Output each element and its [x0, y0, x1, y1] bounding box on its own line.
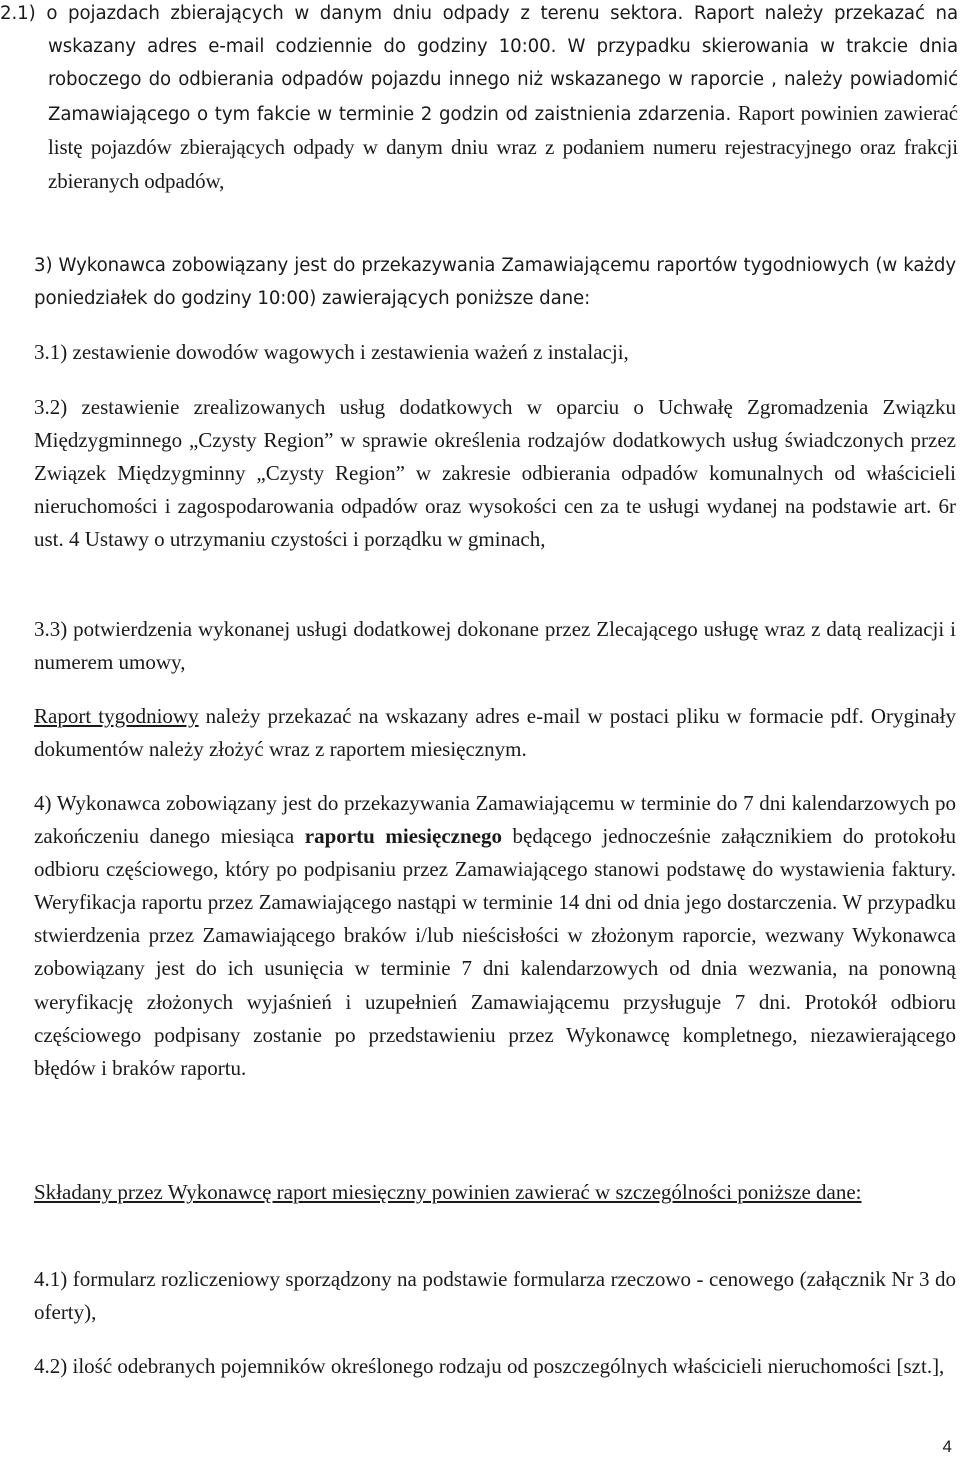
paragraph-3-3-text: 3.3) potwierdzenia wykonanej usługi dodatkowej dokonane przez Zlecającego usługę wraz z datą realizacji i numerem umowy,: [34, 617, 956, 675]
paragraph-4-1-text: 4.1) formularz rozliczeniowy sporządzony na podstawie formularza rzeczowo - cenowego (załącznik Nr 3 do oferty),: [34, 1267, 956, 1325]
paragraph-3-1-text: 3.1) zestawienie dowodów wagowych i zestawienia ważeń z instalacji,: [34, 340, 629, 364]
paragraph-4-text-after: będącego jednocześnie załącznikiem do protokołu odbioru częściowego, który po podpisaniu przez Zamawiającego stanowi podstawę do wystawienia faktury. Weryfikacja raportu przez Zamawiającego nastąpi w terminie 14 dni od dnia jego dostarczenia. W przypadku stwierdzenia przez Zamawiającego braków i/lub nieścisłości w złożonym raporcie, wezwany Wykonawca zobowiązany jest do ich usunięcia w terminie 7 dni kalendarzowych od dnia wezwania, na ponowną weryfikację złożonych wyjaśnień i uzupełnień Zamawiającemu przysługuje 7 dni. Protokół odbioru częściowego podpisany zostanie po przedstawieniu przez Wykonawcę kompletnego, niezawierającego błędów i braków raportu.: [34, 824, 956, 1080]
paragraph-2-1-second-part: Raport powinien zawierać listę pojazdów zbierających odpady w danym dniu wraz z podaniem numeru rejestracyjnego oraz frakcji zbieranych odpadów,: [48, 100, 958, 194]
paragraph-4-2-text: 4.2) ilość odebranych pojemników określonego rodzaju od poszczególnych właścicieli nieruchomości [szt.],: [34, 1354, 945, 1378]
paragraph-4-2: [34, 1350, 956, 1383]
paragraph-3-2: [34, 391, 956, 556]
paragraph-3-text: 3) Wykonawca zobowiązany jest do przekazywania Zamawiającemu raportów tygodniowych (w każdy poniedziałek do godziny 10:00) zawierających poniższe dane:: [34, 255, 956, 310]
weekly-report-text: należy przekazać na wskazany adres e-mail w postaci pliku w formacie pdf. Oryginały dokumentów należy złożyć wraz z raportem miesięcznym.: [34, 704, 956, 762]
paragraph-3: [34, 249, 956, 315]
weekly-report-label: Raport tygodniowy: [34, 704, 199, 728]
paragraph-4-1: [34, 1263, 956, 1329]
monthly-report-bold: raportu miesięcznego: [304, 824, 502, 849]
paragraph-3-1: [34, 336, 956, 369]
paragraph-3-2-text: 3.2) zestawienie zrealizowanych usług dodatkowych w oparciu o Uchwałę Zgromadzenia Związku Międzygminnego „Czysty Region” w sprawie określenia rodzajów dodatkowych usług świadczonych przez Związek Międzygminny „Czysty Region” w zakresie odbierania odpadów komunalnych od właścicieli nieruchomości i zagospodarowania odpadów oraz wysokości cen za te usługi wydanej na podstawie art. 6r ust. 4 Ustawy o utrzymaniu czystości i porządku w gminach,: [34, 395, 956, 552]
paragraph-4-text-before: 4) Wykonawca zobowiązany jest do przekazywania Zamawiającemu w terminie do 7 dni kalendarzowych po zakończeniu danego miesiąca: [34, 791, 956, 849]
monthly-report-heading: [34, 1176, 956, 1209]
weekly-report-paragraph: [34, 700, 956, 766]
monthly-report-heading-text: Składany przez Wykonawcę raport miesięczny powinien zawierać w szczególności poniższe dane:: [34, 1180, 862, 1204]
page-number: 4: [942, 1437, 952, 1456]
item-number: 2.1): [0, 3, 36, 24]
paragraph-3-3: [34, 613, 956, 679]
paragraph-2-1: [0, 0, 958, 199]
paragraph-2-1-first-part: o pojazdach zbierających w danym dniu odpady z terenu sektora. Raport należy przekazać na wskazany adres e-mail codziennie do godziny 10:00. W przypadku skierowania w trakcie dnia roboczego do odbierania odpadów pojazdu innego niż wskazanego w raporcie , należy powiadomić Zamawiającego o tym fakcie w terminie 2 godzin od zaistnienia zdarzenia.: [46, 3, 958, 125]
paragraph-4: [34, 787, 956, 1085]
